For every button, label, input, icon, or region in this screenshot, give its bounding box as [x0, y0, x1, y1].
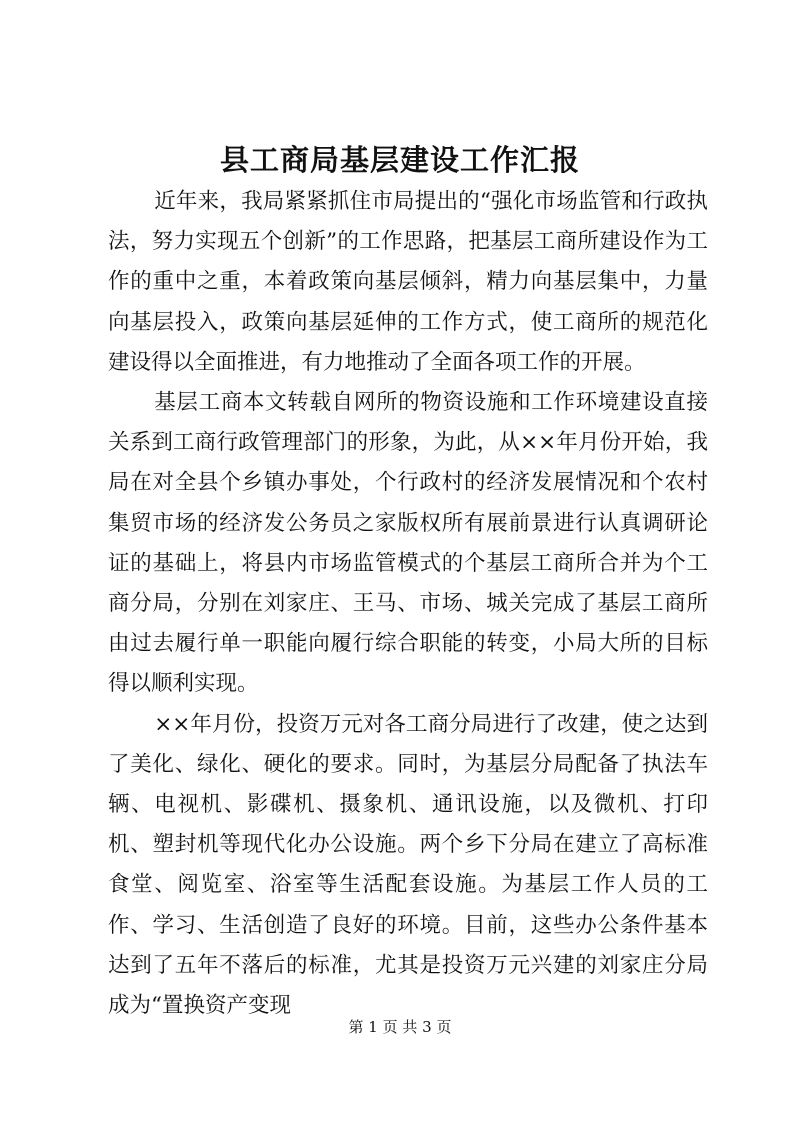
document-body [108, 182, 708, 1026]
paragraph-3: ××年月份，投资万元对各工商分局进行了改建，使之达到了美化、绿化、硬化的要求。同时，为基层分局配备了执法车辆、电视机、影碟机、摄象机、通讯设施，以及微机、打印机、塑封机等现代化办公设施。两个乡下分局在建立了高标准食堂、阅览室、浴室等生活配套设施。为基层工作人员的工作、学习、生活创造了良好的环境。目前，这些办公条件基本达到了五年不落后的标准，尤其是投资万元兴建的刘家庄分局成为“置换资产变现 [108, 711, 708, 1019]
document-title: 县工商局基层建设工作汇报 [219, 143, 580, 177]
paragraph-2: 基层工商本文转载自网所的物资设施和工作环境建设直接关系到工商行政管理部门的形象，为此，从××年月份开始，我局在对全县个乡镇办事处，个行政村的经济发展情况和个农村集贸市场的经济发公务员之家版权所有展前景进行认真调研论证的基础上，将县内市场监管模式的个基层工商所合并为个工商分局，分别在刘家庄、王马、市场、城关完成了基层工商所由过去履行单一职能向履行综合职能的转变，小局大所的目标得以顺利实现。 [108, 390, 708, 697]
page-footer: 第 1 页 共 3 页 [348, 1018, 452, 1036]
paragraph-1: 近年来，我局紧紧抓住市局提出的“强化市场监管和行政执法，努力实现五个创新”的工作思路，把基层工商所建设作为工作的重中之重，本着政策向基层倾斜，精力向基层集中，力量向基层投入，政策向基层延伸的工作方式，使工商所的规范化建设得以全面推进，有力地推动了全面各项工作的开展。 [108, 189, 708, 375]
